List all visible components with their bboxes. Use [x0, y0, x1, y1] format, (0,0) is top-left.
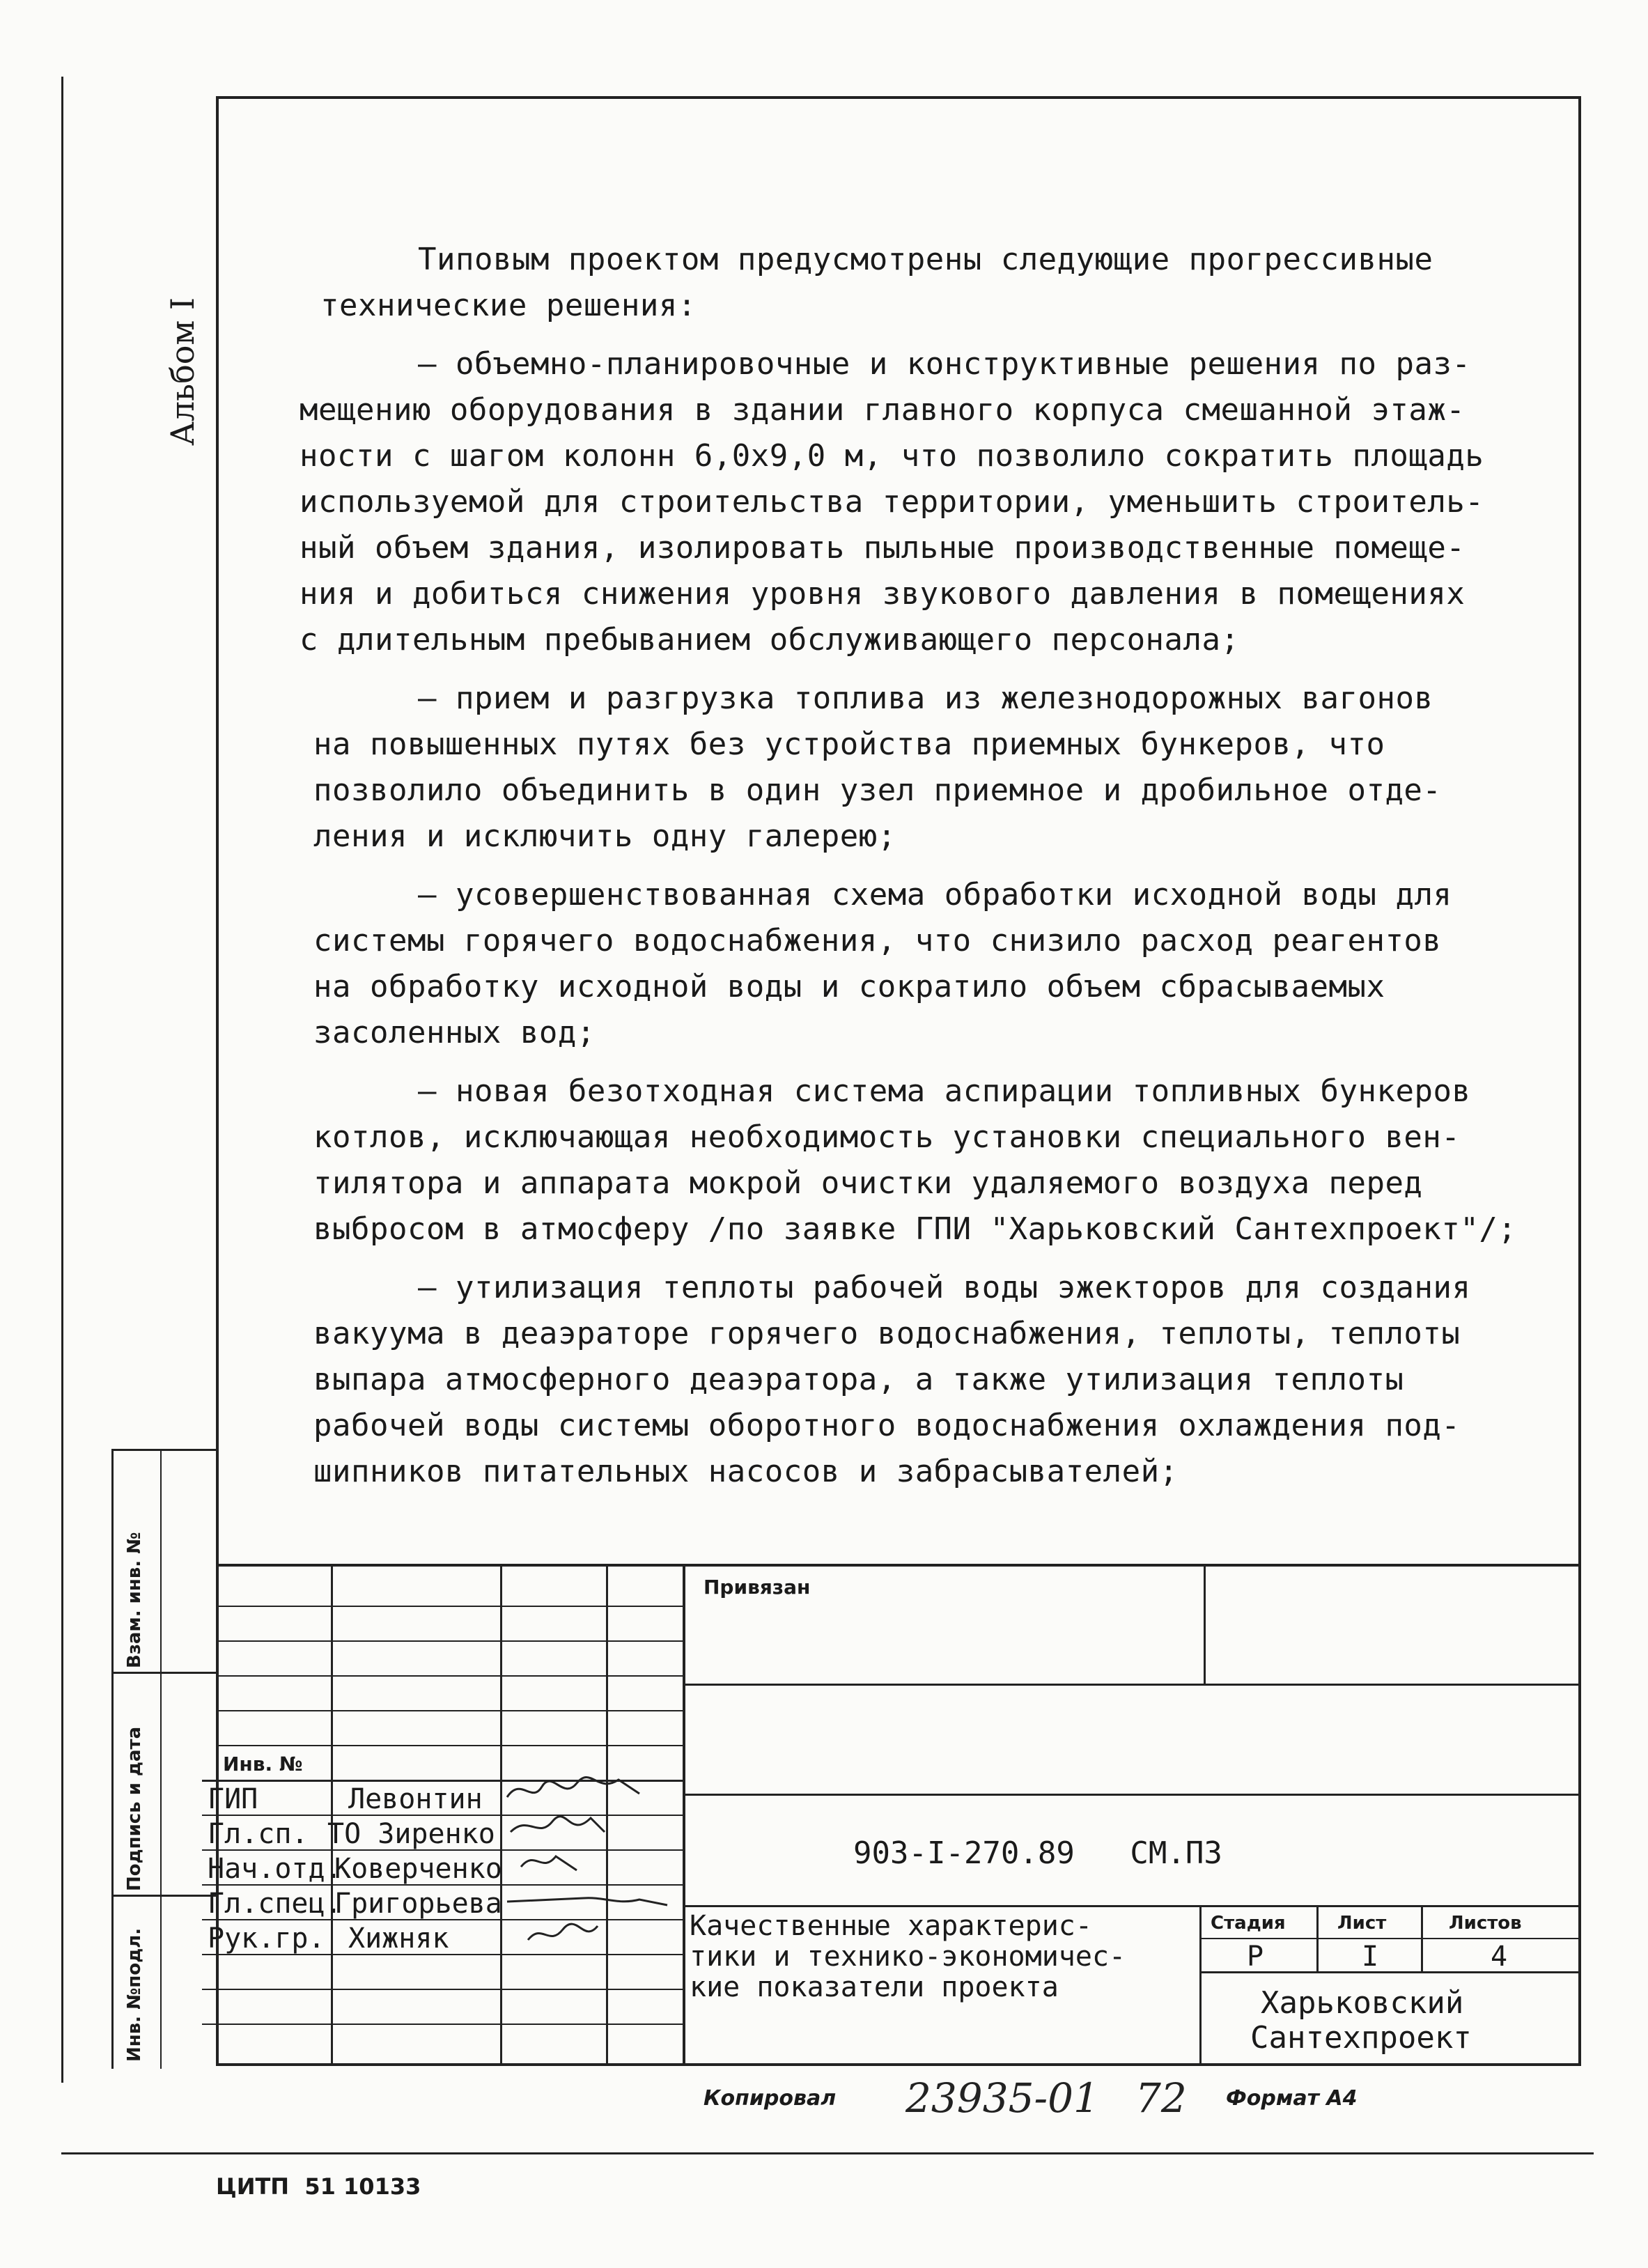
- podpis-data-label: Подпись и дата: [124, 1726, 145, 1891]
- inv-no-label: Инв. №: [223, 1753, 303, 1776]
- paragraph-line: вакуума в деаэраторе горячего водоснабжения, теплоты, теплоты: [313, 1316, 1461, 1351]
- side-strip-sep2: [111, 1895, 216, 1897]
- paragraph-line: шипников питательных насосов и забрасывателей;: [313, 1454, 1179, 1489]
- intro-line-2: технические решения:: [320, 288, 697, 323]
- signature: [528, 1924, 598, 1940]
- staff-name: Хижняк: [348, 1923, 449, 1955]
- bottom-trim-line: [61, 2152, 1594, 2154]
- sheet-value: I: [1362, 1941, 1379, 1973]
- code-row-top: [683, 1794, 1581, 1796]
- title-block-main-divider: [683, 1564, 685, 2066]
- paragraph-line: ления и исключить одну галерею;: [313, 818, 896, 854]
- grid-hline: [216, 1745, 683, 1746]
- staff-role: ГИП: [208, 1783, 258, 1815]
- paragraph-line: ный объем здания, изолировать пыльные производственные помеще-: [300, 530, 1466, 566]
- org-line-2: Сантехпроект: [1250, 2020, 1472, 2056]
- doc-code: 903-I-270.89 СМ.ПЗ: [853, 1835, 1222, 1871]
- stage-label: Стадия: [1211, 1913, 1286, 1934]
- paragraph-line: выбросом в атмосферу /по заявке ГПИ "Харьковский Сантехпроект"/;: [313, 1211, 1517, 1247]
- title-block-top: [216, 1564, 1581, 1567]
- doc-title-line-2: тики и технико-экономичес-: [690, 1941, 1126, 1973]
- side-strip-top: [111, 1449, 216, 1451]
- doc-title-line-1: Качественные характерис-: [690, 1910, 1092, 1942]
- side-strip-divider: [160, 1449, 162, 2069]
- paragraph-line: – новая безотходная система аспирации топливных бункеров: [418, 1073, 1471, 1109]
- side-strip-sep1: [111, 1672, 216, 1674]
- paragraph-line: – объемно-планировочные и конструктивные решения по раз-: [418, 346, 1471, 382]
- format-label: Формат А4: [1226, 2086, 1358, 2111]
- grid-hline: [202, 1989, 683, 1990]
- paragraph-line: тилятора и аппарата мокрой очистки удаляемого воздуха перед: [313, 1165, 1423, 1201]
- page-number: 72: [1135, 2074, 1187, 2122]
- list-item: [300, 1265, 1553, 1495]
- doc-title-line-3: кие показатели проекта: [690, 1971, 1059, 2003]
- grid-hline: [202, 2024, 683, 2025]
- sheets-value: 4: [1491, 1941, 1508, 1973]
- sheets-label: Листов: [1449, 1913, 1522, 1934]
- list-item: [300, 341, 1553, 663]
- grid-hline: [216, 1675, 683, 1677]
- stage-value: Р: [1247, 1941, 1264, 1973]
- vzam-inv-label: Взам. инв. №: [124, 1532, 145, 1668]
- album-label: Альбом I: [164, 297, 201, 446]
- copy-number: 23935-01: [905, 2074, 1099, 2122]
- privyazan-bottom: [683, 1684, 1581, 1686]
- inv-podl-label: Инв. №подл.: [124, 1927, 145, 2062]
- intro-line-1: Типовым проектом предусмотрены следующие прогрессивные: [418, 242, 1433, 277]
- org-line-1: Харьковский: [1261, 1985, 1464, 2021]
- privyazan-divider: [1204, 1564, 1206, 1684]
- paragraph-line: – утилизация теплоты рабочей воды эжекторов для создания: [418, 1270, 1471, 1305]
- list-item: [300, 872, 1553, 1056]
- staff-name: Коверченко: [334, 1853, 502, 1885]
- code-row-bottom: [683, 1905, 1581, 1907]
- paragraph-line: с длительным пребыванием обслуживающего персонала;: [300, 622, 1240, 658]
- staff-role: Нач.отд.: [208, 1853, 342, 1885]
- signature: [521, 1856, 577, 1870]
- paragraph-line: – прием и разгрузка топлива из железнодорожных вагонов: [418, 681, 1433, 716]
- grid-hline: [216, 1606, 683, 1607]
- sheet-label: Лист: [1337, 1913, 1387, 1934]
- paragraph-line: мещению оборудования в здании главного корпуса смешанной этаж-: [300, 392, 1466, 428]
- staff-name: Григорьева: [334, 1888, 502, 1920]
- paragraph-line: котлов, исключающая необходимость установки специального вен-: [313, 1119, 1461, 1155]
- paragraph-line: выпара атмосферного деаэратора, а также утилизация теплоты: [313, 1362, 1404, 1397]
- staff-role: Гл.спец.: [208, 1888, 342, 1920]
- left-trim-line: [61, 77, 63, 2083]
- paragraph-line: засоленных вод;: [313, 1015, 596, 1050]
- signatures: [500, 1773, 681, 1968]
- paragraph-line: используемой для строительства территории, уменьшить строитель-: [300, 484, 1484, 520]
- bottom-mark: ЦИТП 51 10133: [216, 2173, 421, 2200]
- kopiroval-label: Копировал: [703, 2086, 837, 2111]
- list-item: [300, 676, 1553, 860]
- paragraph-line: на повышенных путях без устройства приемных бункеров, что: [313, 727, 1385, 762]
- body-text: [300, 237, 1553, 1495]
- staff-role: Рук.гр.: [208, 1923, 325, 1955]
- paragraph-line: ния и добиться снижения уровня звукового давления в помещениях: [300, 576, 1466, 612]
- paragraph-line: рабочей воды системы оборотного водоснабжения охлаждения под-: [313, 1408, 1461, 1443]
- staff-name: ТО Зиренко: [327, 1818, 495, 1850]
- paragraph-line: ности с шагом колонн 6,0х9,0 м, что позволило сократить площадь: [300, 438, 1484, 474]
- paragraph-line: системы горячего водоснабжения, что снизило расход реагентов: [313, 923, 1442, 958]
- staff-role: Гл.сп.: [208, 1818, 309, 1850]
- paragraph-line: позволило объединить в один узел приемное и дробильное отде-: [313, 772, 1442, 808]
- side-strip-left: [111, 1449, 114, 2069]
- privyazan-label: Привязан: [703, 1576, 811, 1599]
- title-org-divider: [1199, 1905, 1202, 2066]
- paragraph-line: – усовершенствованная схема обработки исходной воды для: [418, 877, 1452, 912]
- signature: [507, 1777, 639, 1797]
- staff-name: Левонтин: [348, 1783, 483, 1815]
- signature: [507, 1898, 667, 1905]
- list-item: [300, 1069, 1553, 1252]
- grid-hline: [216, 1710, 683, 1711]
- grid-hline: [216, 1640, 683, 1642]
- signature: [511, 1817, 605, 1832]
- paragraph-line: на обработку исходной воды и сократило объем сбрасываемых: [313, 969, 1385, 1004]
- stage-label-row: [1199, 1938, 1581, 1939]
